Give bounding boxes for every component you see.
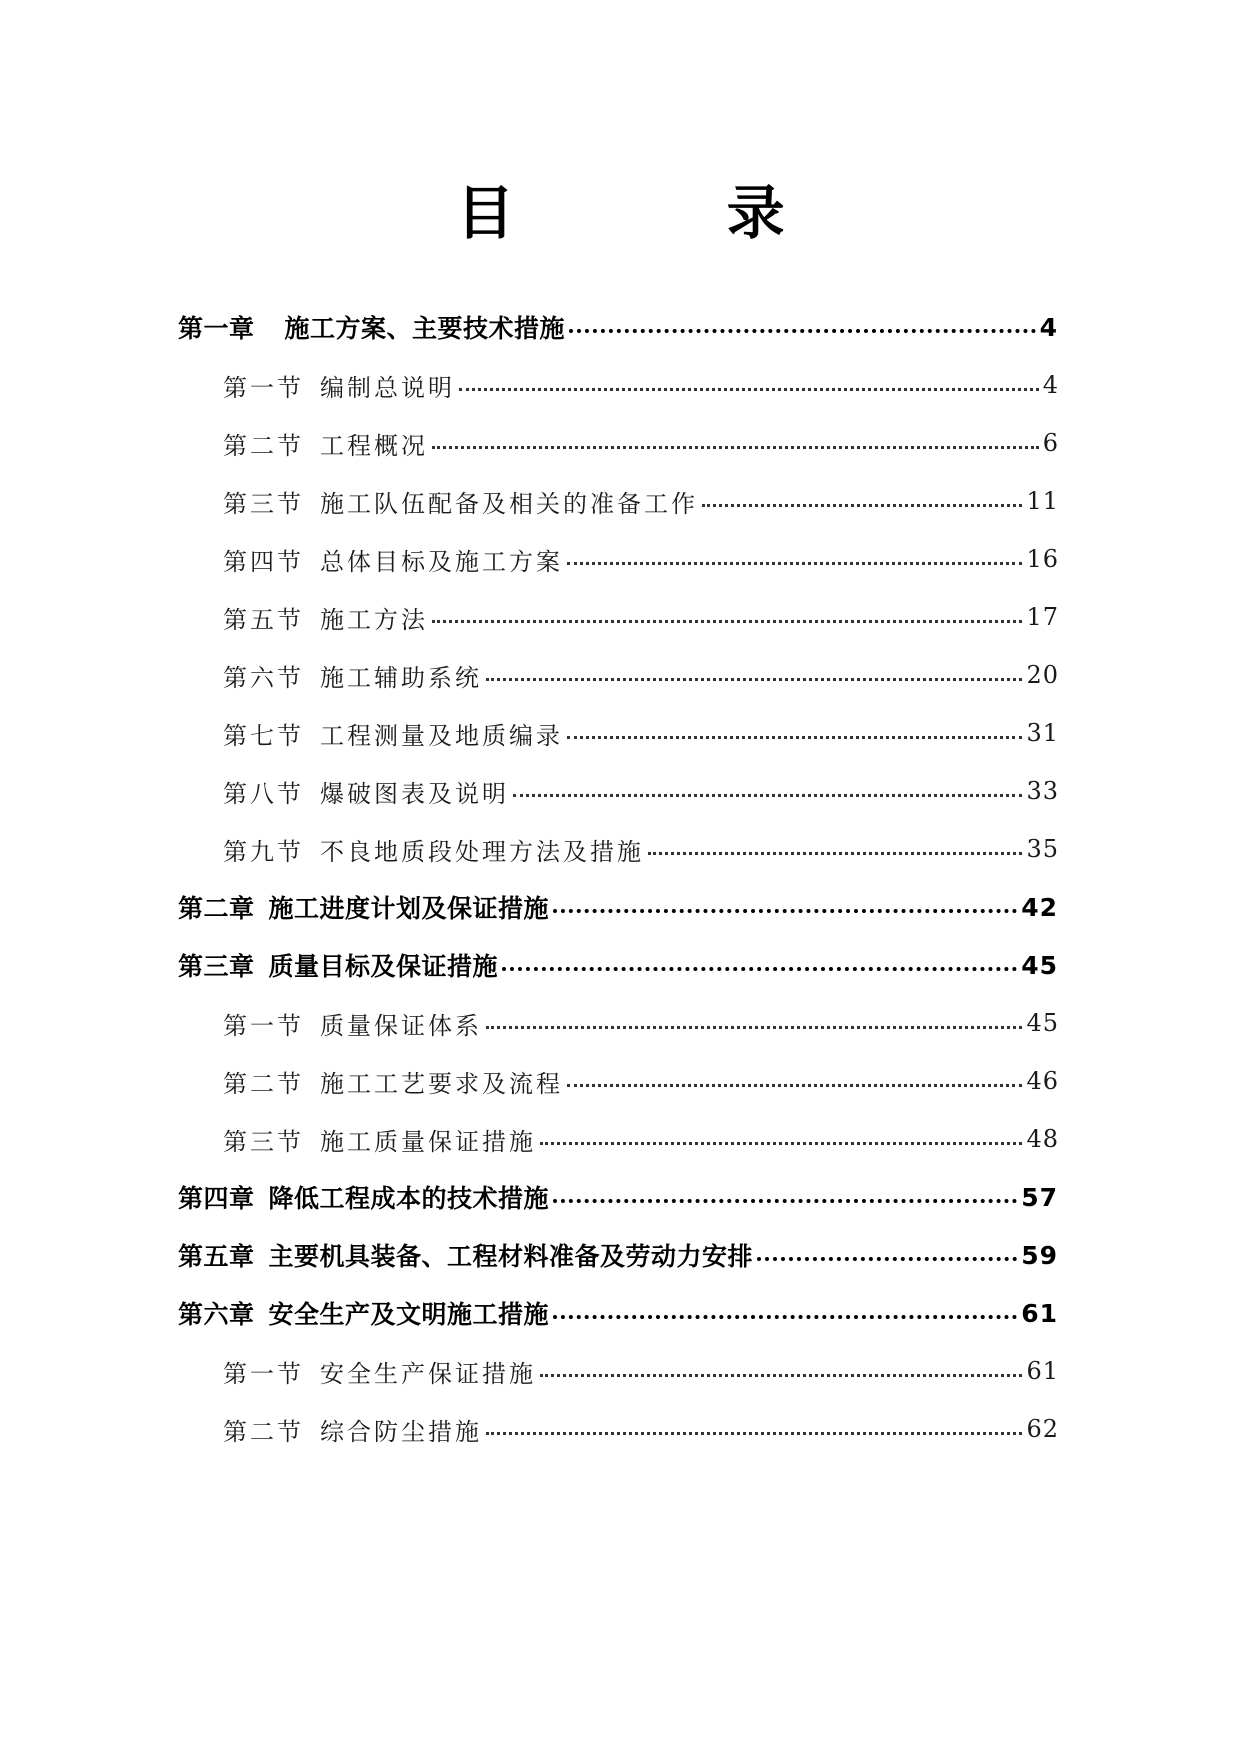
toc-section-entry[interactable] (178, 588, 1059, 646)
toc-entry-label: 施工工艺要求及流程 (320, 1069, 563, 1098)
toc-entry-label: 安全生产保证措施 (320, 1359, 536, 1388)
toc-section-entry[interactable] (178, 1342, 1059, 1400)
toc-entry-page-number: 4 (1039, 312, 1058, 342)
toc-section-entry[interactable] (178, 356, 1059, 414)
toc-entry-label: 质量保证体系 (320, 1011, 482, 1040)
toc-section-entry[interactable] (178, 472, 1059, 530)
toc-entry-number: 第一节 (223, 373, 304, 402)
toc-dot-leader (569, 329, 1036, 333)
toc-dot-leader (432, 620, 1022, 623)
toc-entry-number: 第四章 (178, 1184, 255, 1213)
toc-dot-leader (432, 446, 1039, 449)
toc-entry-label: 综合防尘措施 (320, 1417, 482, 1446)
toc-entry-label: 施工方法 (320, 605, 428, 634)
toc-entry-page-number: 42 (1021, 892, 1058, 922)
toc-entry-label: 不良地质段处理方法及措施 (320, 837, 644, 866)
toc-chapter-entry[interactable] (178, 878, 1058, 936)
toc-dot-leader (486, 1026, 1022, 1029)
toc-section-entry[interactable] (178, 820, 1059, 878)
toc-entry-page-number: 46 (1026, 1067, 1059, 1095)
page-title: 目 录 (456, 179, 881, 247)
toc-entry-page-number: 11 (1026, 487, 1059, 515)
toc-section-entry[interactable] (178, 994, 1059, 1052)
toc-entry-page-number: 31 (1026, 719, 1059, 747)
toc-entry-number: 第八节 (223, 779, 304, 808)
toc-section-entry[interactable] (178, 414, 1059, 472)
toc-entry-page-number: 6 (1042, 429, 1059, 457)
toc-entry-label: 施工质量保证措施 (320, 1127, 536, 1156)
toc-dot-leader (648, 852, 1022, 855)
toc-entry-number: 第九节 (223, 837, 304, 866)
toc-entry-page-number: 33 (1026, 777, 1059, 805)
toc-section-entry[interactable] (178, 762, 1059, 820)
toc-entry-number: 第六章 (178, 1300, 255, 1329)
toc-entry-page-number: 20 (1026, 661, 1059, 689)
toc-entry-label: 安全生产及文明施工措施 (268, 1300, 550, 1329)
toc-entry-label: 工程概况 (320, 431, 428, 460)
toc-section-entry[interactable] (178, 530, 1059, 588)
toc-entry-label: 主要机具装备、工程材料准备及劳动力安排 (268, 1242, 754, 1271)
toc-dot-leader (567, 736, 1022, 739)
toc-entry-page-number: 35 (1026, 835, 1059, 863)
toc-section-entry[interactable] (178, 1400, 1059, 1458)
toc-chapter-entry[interactable] (178, 1226, 1058, 1284)
toc-dot-leader (757, 1257, 1017, 1261)
toc-section-entry[interactable] (178, 1110, 1059, 1168)
toc-entry-label: 降低工程成本的技术措施 (268, 1184, 550, 1213)
toc-entry-number: 第五章 (178, 1242, 255, 1271)
toc-dot-leader (702, 504, 1022, 507)
toc-entry-label: 施工队伍配备及相关的准备工作 (320, 489, 698, 518)
toc-section-entry[interactable] (178, 704, 1059, 762)
toc-chapter-entry[interactable] (178, 298, 1058, 356)
toc-dot-leader (540, 1374, 1022, 1377)
toc-entry-label: 爆破图表及说明 (320, 779, 509, 808)
toc-dot-leader (486, 678, 1022, 681)
toc-entry-number: 第三章 (178, 952, 255, 981)
toc-entry-label: 质量目标及保证措施 (268, 952, 499, 981)
toc-section-entry[interactable] (178, 1052, 1059, 1110)
toc-dot-leader (502, 967, 1017, 971)
toc-entry-number: 第二章 (178, 894, 255, 923)
toc-entry-number: 第二节 (223, 1417, 304, 1446)
toc-section-entry[interactable] (178, 646, 1059, 704)
toc-dot-leader (553, 909, 1017, 913)
toc-dot-leader (513, 794, 1022, 797)
toc-entry-number: 第三节 (223, 1127, 304, 1156)
toc-chapter-entry[interactable] (178, 1284, 1058, 1342)
toc-entry-label: 施工方案、主要技术措施 (284, 314, 566, 343)
toc-entry-page-number: 45 (1026, 1009, 1059, 1037)
toc-entry-number: 第七节 (223, 721, 304, 750)
toc-dot-leader (540, 1142, 1022, 1145)
toc-entry-number: 第三节 (223, 489, 304, 518)
toc-entry-page-number: 59 (1021, 1240, 1058, 1270)
toc-entry-label: 编制总说明 (320, 373, 455, 402)
toc-entry-page-number: 16 (1026, 545, 1059, 573)
toc-entry-label: 施工辅助系统 (320, 663, 482, 692)
toc-dot-leader (486, 1432, 1022, 1435)
toc-entry-page-number: 4 (1042, 371, 1059, 399)
toc-dot-leader (459, 388, 1039, 391)
toc-entry-page-number: 62 (1026, 1415, 1059, 1443)
toc-entry-label: 总体目标及施工方案 (320, 547, 563, 576)
table-of-contents (178, 298, 1084, 1458)
toc-chapter-entry[interactable] (178, 1168, 1058, 1226)
toc-entry-number: 第二节 (223, 431, 304, 460)
toc-entry-page-number: 57 (1021, 1182, 1058, 1212)
toc-entry-page-number: 48 (1026, 1125, 1059, 1153)
toc-entry-page-number: 17 (1026, 603, 1059, 631)
toc-dot-leader (553, 1199, 1017, 1203)
toc-entry-number: 第一节 (223, 1359, 304, 1388)
toc-entry-number: 第五节 (223, 605, 304, 634)
toc-entry-number: 第二节 (223, 1069, 304, 1098)
toc-entry-number: 第一章 (178, 314, 255, 343)
toc-dot-leader (567, 1084, 1022, 1087)
toc-entry-label: 工程测量及地质编录 (320, 721, 563, 750)
toc-entry-number: 第六节 (223, 663, 304, 692)
toc-entry-number: 第一节 (223, 1011, 304, 1040)
toc-entry-label: 施工进度计划及保证措施 (268, 894, 550, 923)
toc-dot-leader (567, 562, 1022, 565)
toc-entry-page-number: 45 (1021, 950, 1058, 980)
toc-chapter-entry[interactable] (178, 936, 1058, 994)
toc-entry-page-number: 61 (1021, 1298, 1058, 1328)
toc-dot-leader (553, 1315, 1017, 1319)
toc-entry-page-number: 61 (1026, 1357, 1059, 1385)
toc-entry-number: 第四节 (223, 547, 304, 576)
